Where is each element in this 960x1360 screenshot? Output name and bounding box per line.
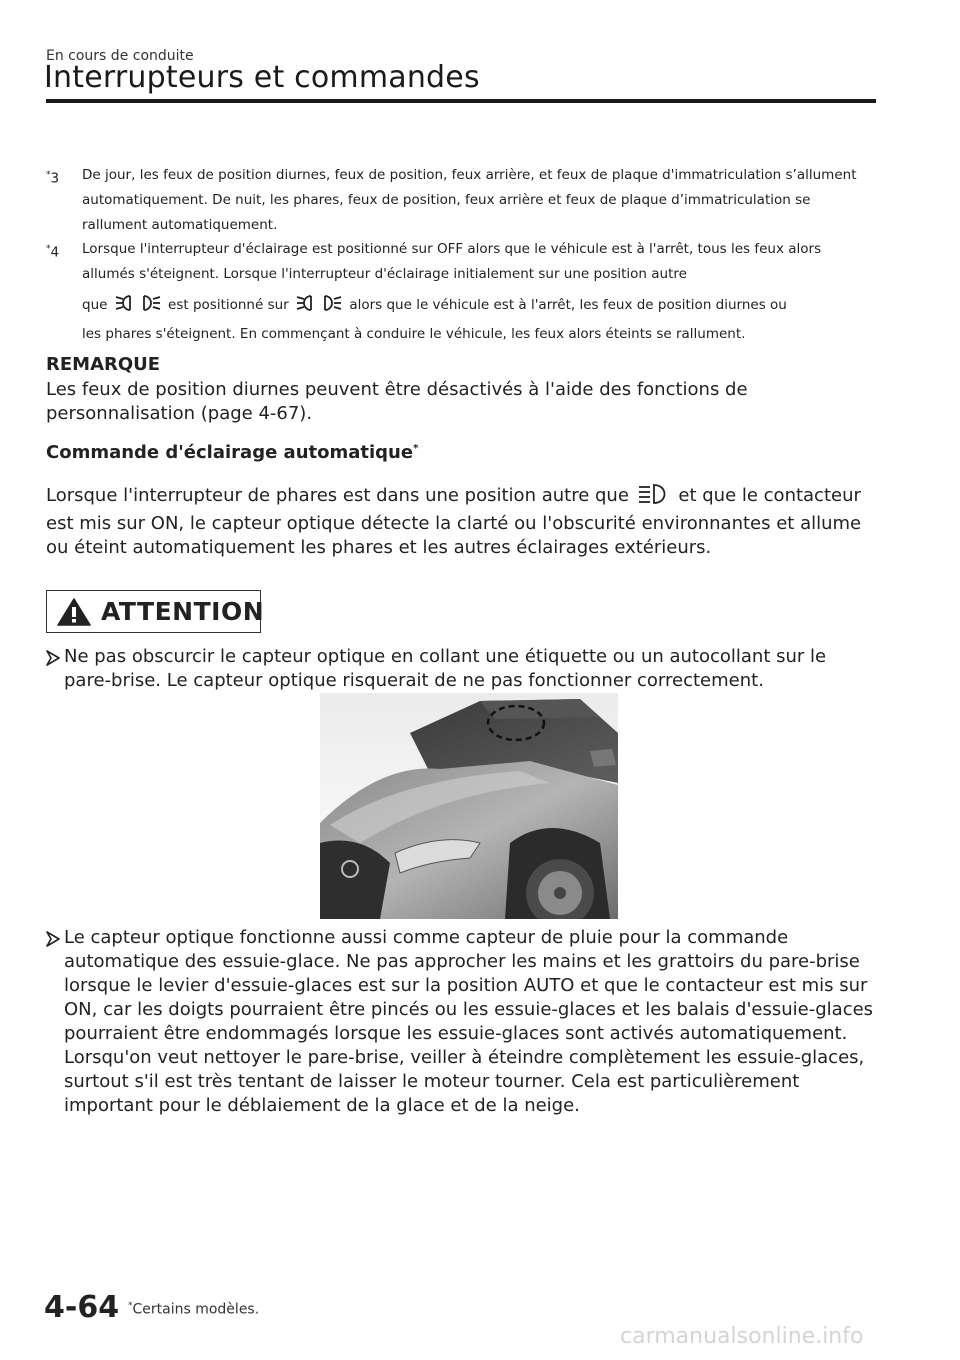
attention-item [46, 926, 876, 1118]
section-label: En cours de conduite [46, 48, 194, 64]
position-lamp-icon [115, 293, 161, 322]
footnote-number: *3 [46, 170, 60, 187]
footnote-3 [46, 163, 876, 238]
auto-lighting-heading: Commande d'éclairage automatique* [46, 442, 419, 463]
warning-triangle-icon [57, 598, 91, 630]
headlight-icon [638, 483, 670, 512]
page-number: 4-64 [44, 1290, 120, 1325]
position-lamp-icon [296, 293, 342, 322]
attention-item-text: Ne pas obscurcir le capteur optique en collant une étiquette ou un autocollant sur le pare-brise. Le capteur optique risquerait de ne pas fonctionner correctement. [64, 646, 827, 691]
page-title: Interrupteurs et commandes [44, 60, 480, 95]
footnote-text: De jour, les feux de position diurnes, feux de position, feux arrière, et feux de plaque d'immatriculation s’allument automatiquement. De nuit, les phares, feux de position, feux arrière et feux de plaque d’immatriculation se rallument automatiquement. [82, 167, 857, 233]
footer-note: *Certains modèles. [128, 1301, 260, 1318]
footnote-number: *4 [46, 244, 60, 261]
attention-label: ATTENTION [101, 597, 265, 626]
auto-lighting-text: Lorsque l'interrupteur de phares est dans une position autre que et que le contacteur est mis sur ON, le capteur optique détecte la clarté ou l'obscurité environnantes et allume ou éteint automatiquement les phares et les autres éclairages extérieurs. [46, 485, 862, 558]
bullet-arrow-icon [46, 926, 64, 954]
header-rule [46, 99, 876, 103]
remark-heading: REMARQUE [46, 354, 161, 375]
watermark: carmanualsonline.info [620, 1324, 864, 1349]
attention-item-text: Le capteur optique fonctionne aussi comme capteur de pluie pour la commande automatique des essuie-glace. Ne pas approcher les mains et les grattoirs du pare-brise lorsque le levier d'essuie-glaces est sur la position AUTO et que le contacteur est mis sur ON, car les doigts pourraient être pincés ou les essuie-glaces et les balais d'essuie-glaces pourraient être endommagés lorsque les essuie-glaces sont activés automatiquement. Lorsqu'on veut nettoyer le pare-brise, veiller à éteindre complètement les essuie-glaces, surtout s'il est très tentant de laisser le moteur tourner. Cela est particulièrement important pour le déblaiement de la glace et de la neige. [64, 927, 874, 1116]
attention-box [46, 590, 265, 633]
attention-item [46, 645, 876, 693]
windshield-sensor-photo [320, 693, 618, 919]
bullet-arrow-icon [46, 645, 64, 673]
remark-text: Les feux de position diurnes peuvent être désactivés à l'aide des fonctions de personnalisation (page 4-67). [46, 379, 748, 424]
footnote-4 [46, 237, 876, 347]
footnote-text: Lorsque l'interrupteur d'éclairage est positionné sur OFF alors que le véhicule est à l'arrêt, tous les feux alors allumés s'éteignent. Lorsque l'interrupteur d'éclairage initialement sur une position autre que est positionné sur alors que le véhicule est à l'arrêt, les feux de position diurnes ou les phares s'éteignent. En commençant à conduire le véhicule, les feux alors éteints se rallument. [82, 241, 822, 342]
